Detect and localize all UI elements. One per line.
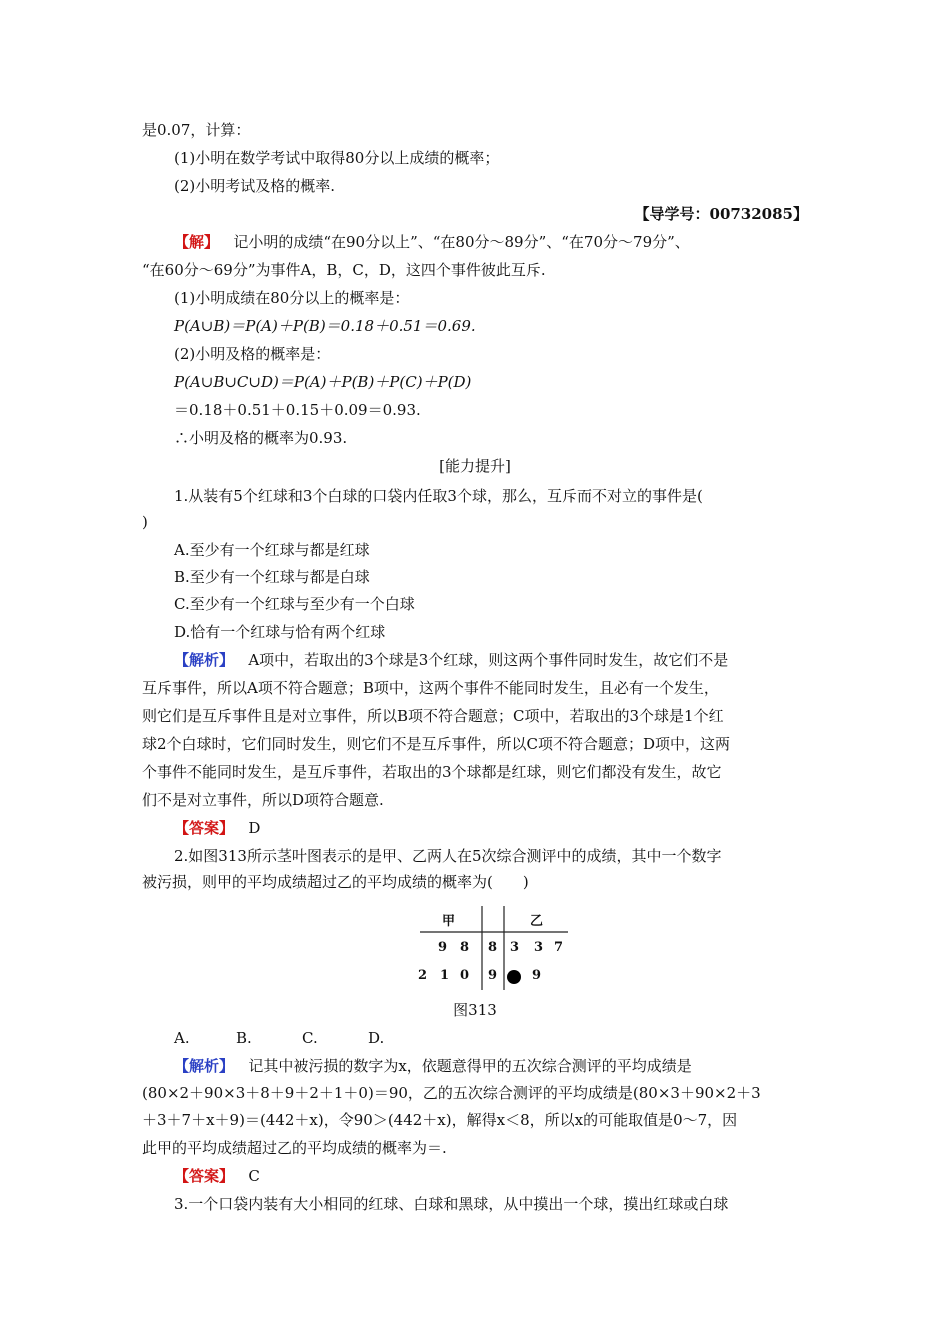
solution-tag: 【解】 xyxy=(174,233,220,251)
leaf-left: 9 xyxy=(438,940,448,955)
question-2-stem: 2.如图313所示茎叶图表示的是甲、乙两人在5次综合测评中的成绩，其中一个数字 xyxy=(174,847,722,865)
answer-tag: 【答案】 xyxy=(174,1167,235,1185)
option-c: C.至少有一个红球与至少有一个白球 xyxy=(174,595,415,613)
answer-value: D xyxy=(248,819,261,837)
solution-conclusion: ∴小明及格的概率为0.93. xyxy=(174,429,348,447)
leaf-left: 8 xyxy=(460,940,470,955)
right-header: 乙 xyxy=(530,914,544,929)
stem: 9 xyxy=(488,968,498,983)
analysis-text: 记其中被污损的数字为x，依题意得甲的五次综合测评的平均成绩是 xyxy=(248,1057,692,1075)
section-title: [能力提升] xyxy=(439,457,511,475)
solution-text: 记小明的成绩“在90分以上”、“在80分～89分”、“在70分～79分”、 xyxy=(233,233,690,251)
analysis-line: 互斥事件，所以A项不符合题意；B项中，这两个事件不能同时发生，且必有一个发生， xyxy=(142,679,719,697)
blot-mark xyxy=(507,970,521,984)
question-1-stem-end: ) xyxy=(142,513,148,531)
answer-value: C xyxy=(248,1167,260,1185)
analysis-line: 们不是对立事件，所以D项符合题意. xyxy=(142,791,384,809)
analysis-line: 此甲的平均成绩超过乙的平均成绩的概率为＝. xyxy=(142,1139,447,1157)
figure-caption: 图313 xyxy=(453,1001,497,1019)
option-b: B.至少有一个红球与都是白球 xyxy=(174,568,370,586)
analysis-line: 则它们是互斥事件且是对立事件，所以B项不符合题意；C项中，若取出的3个球是1个红 xyxy=(142,707,724,725)
answer-tag: 【答案】 xyxy=(174,819,235,837)
answer-line xyxy=(174,1166,260,1186)
analysis-line: ＋3＋7＋x＋9)＝(442＋x)，令90＞(442＋x)，解得x＜8，所以x的可能取值是0～7，因 xyxy=(142,1111,738,1129)
left-header: 甲 xyxy=(442,914,456,929)
leaf-right: 3 xyxy=(534,940,544,955)
q2-option-a: A. xyxy=(174,1029,190,1047)
guide-number: 【导学号：00732085】 xyxy=(634,205,808,223)
question-part-1: (1)小明在数学考试中取得80分以上成绩的概率； xyxy=(174,149,500,167)
option-d: D.恰有一个红球与恰有两个红球 xyxy=(174,623,386,641)
solution-line-2: “在60分～69分”为事件A，B，C，D，这四个事件彼此互斥. xyxy=(142,261,546,279)
leaf-right: 9 xyxy=(532,968,542,983)
analysis-tag: 【解析】 xyxy=(174,1057,235,1075)
leaf-right: 3 xyxy=(510,940,520,955)
analysis-line: 球2个白球时，它们同时发生，则它们不是互斥事件，所以C项不符合题意；D项中，这两 xyxy=(142,735,731,753)
stem-leaf-figure xyxy=(420,906,568,990)
solution-part-1-calc: P(A∪B)＝P(A)＋P(B)＝0.18＋0.51＝0.69. xyxy=(174,317,476,335)
question-part-2: (2)小明考试及格的概率. xyxy=(174,177,336,195)
answer-line xyxy=(174,818,260,838)
intro-line: 是0.07，计算： xyxy=(142,121,251,139)
analysis-line: (80×2＋90×3＋8＋9＋2＋1＋0)＝90，乙的五次综合测评的平均成绩是(80×3＋90×2＋3 xyxy=(142,1084,761,1102)
analysis-tag: 【解析】 xyxy=(174,651,235,669)
solution-part-2-calc-2: ＝0.18＋0.51＋0.15＋0.09＝0.93. xyxy=(174,401,421,419)
stem: 8 xyxy=(488,940,498,955)
q2-option-b: B. xyxy=(236,1029,252,1047)
leaf-right: 7 xyxy=(554,940,564,955)
solution-part-2-calc-1: P(A∪B∪C∪D)＝P(A)＋P(B)＋P(C)＋P(D) xyxy=(174,373,472,391)
solution-part-1: (1)小明成绩在80分以上的概率是： xyxy=(174,289,410,307)
leaf-left: 0 xyxy=(460,968,470,983)
solution-part-2: (2)小明及格的概率是： xyxy=(174,345,331,363)
leaf-left: 2 xyxy=(418,968,428,983)
analysis-text: A项中，若取出的3个球是3个红球，则这两个事件同时发生，故它们不是 xyxy=(248,651,729,669)
question-1-stem: 1.从装有5个红球和3个白球的口袋内任取3个球，那么，互斥而不对立的事件是( xyxy=(174,487,703,505)
solution-line-1 xyxy=(174,232,690,252)
question-2-stem-end: 被污损，则甲的平均成绩超过乙的平均成绩的概率为( ) xyxy=(142,873,529,891)
analysis-line xyxy=(174,1056,692,1076)
q2-option-d: D. xyxy=(368,1029,385,1047)
leaf-left: 1 xyxy=(440,968,450,983)
question-3-stem: 3.一个口袋内装有大小相同的红球、白球和黑球，从中摸出一个球，摸出红球或白球 xyxy=(174,1195,729,1213)
analysis-line xyxy=(174,650,728,670)
q2-option-c: C. xyxy=(302,1029,318,1047)
option-a: A.至少有一个红球与都是红球 xyxy=(174,541,370,559)
analysis-line: 个事件不能同时发生，是互斥事件，若取出的3个球都是红球，则它们都没有发生，故它 xyxy=(142,763,722,781)
